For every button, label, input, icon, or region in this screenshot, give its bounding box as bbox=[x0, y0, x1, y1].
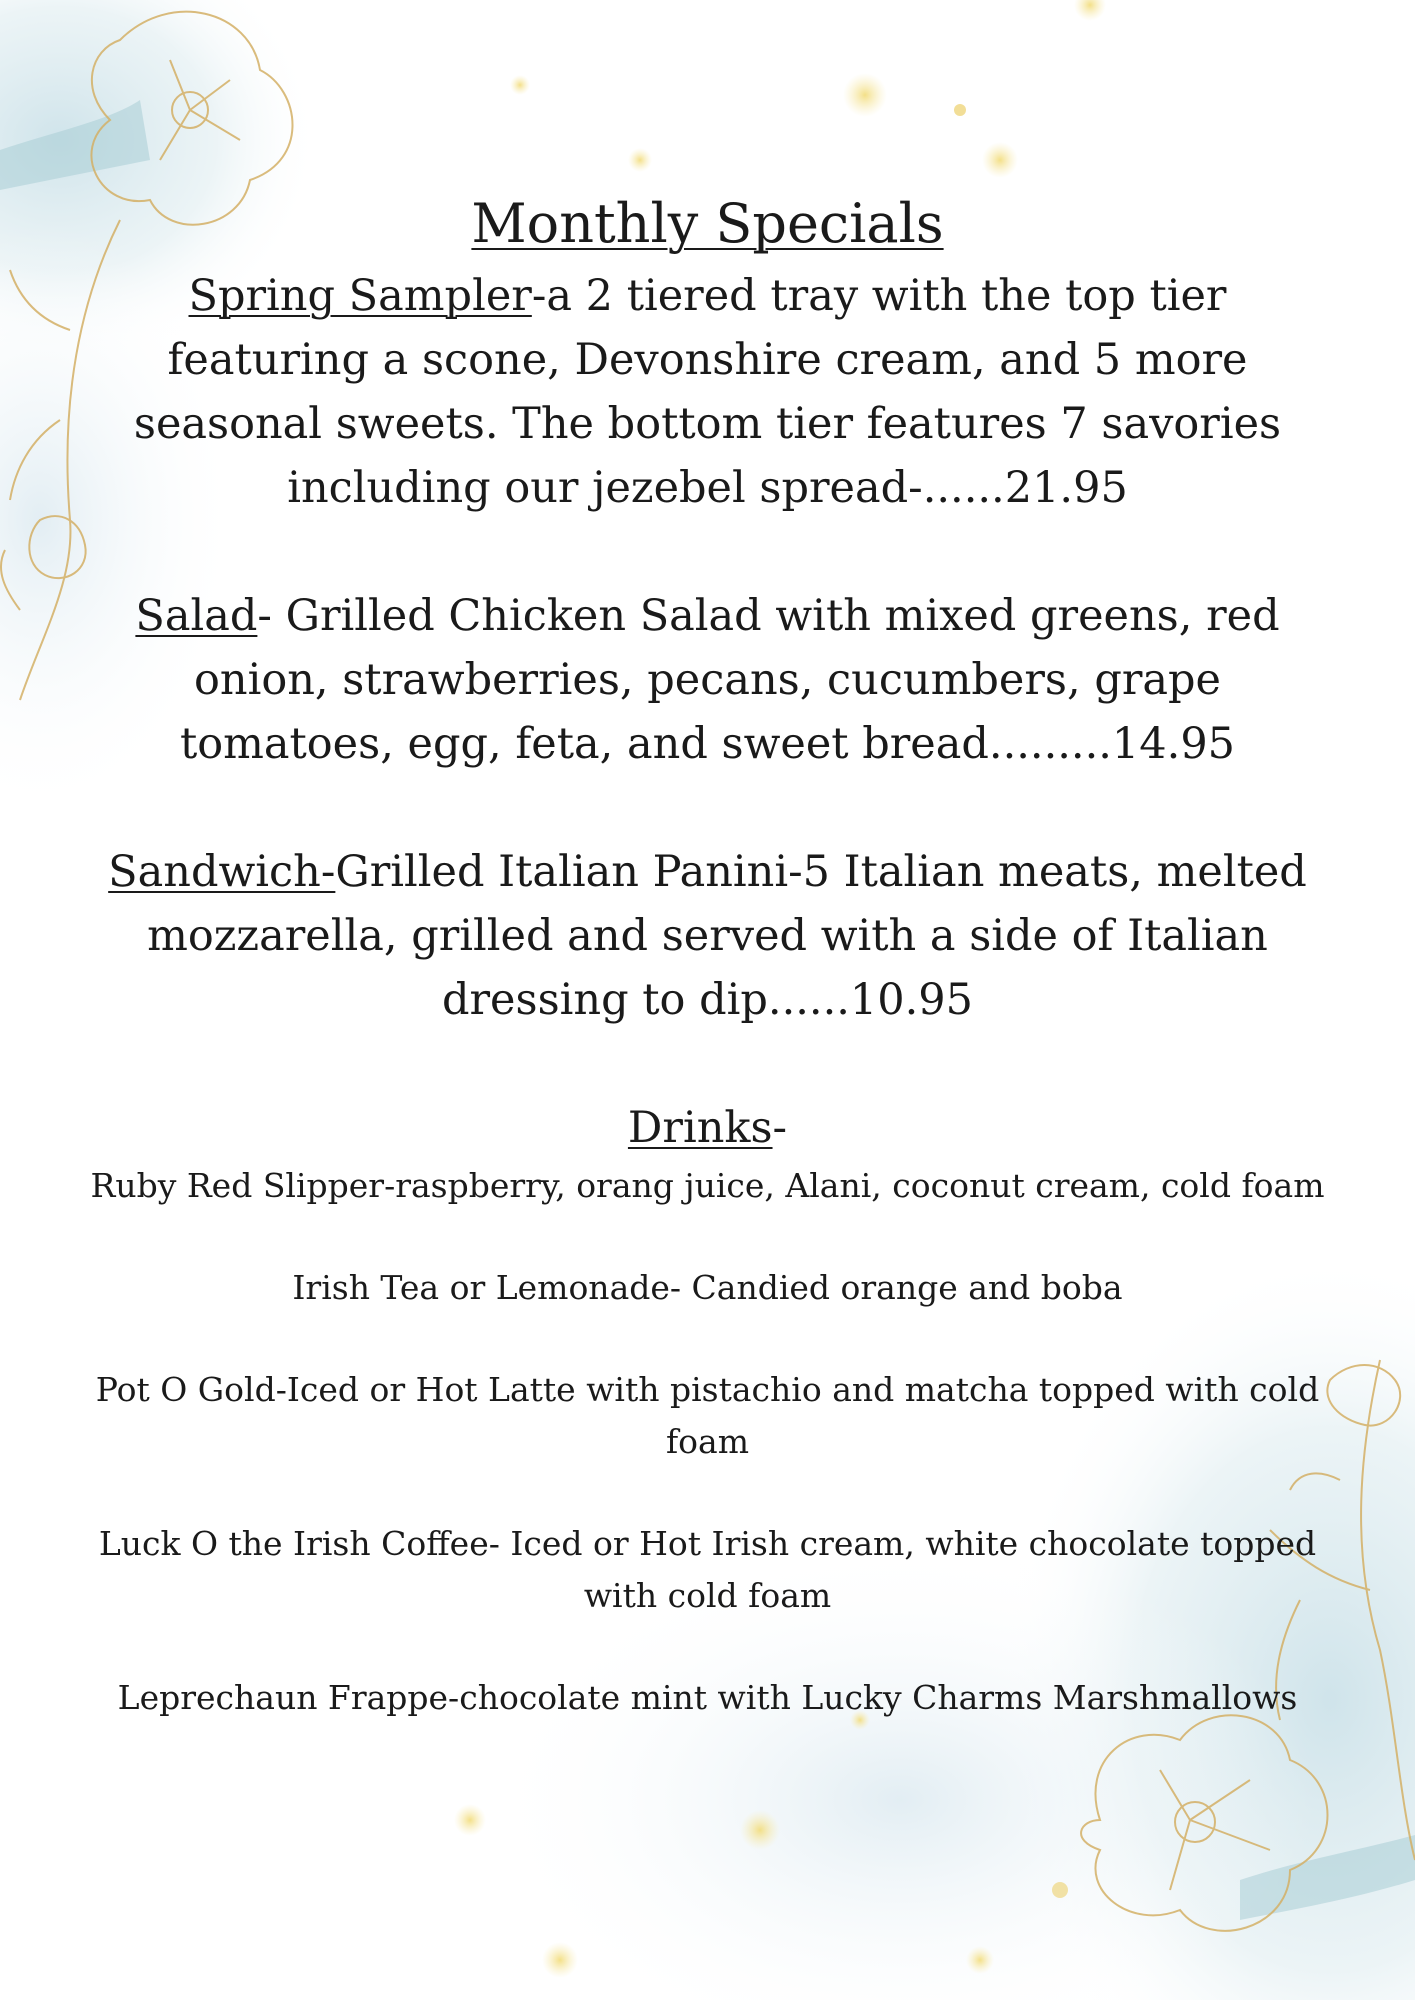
special-label: Salad bbox=[135, 591, 258, 641]
drink-item: Irish Tea or Lemonade- Candied orange and boba bbox=[292, 1268, 1123, 1307]
page-title bbox=[70, 190, 1345, 258]
drink-item: Ruby Red Slipper-raspberry, orang juice, Alani, coconut cream, cold foam bbox=[90, 1166, 1325, 1205]
special-salad bbox=[70, 584, 1345, 776]
drink-item: Pot O Gold-Iced or Hot Latte with pistachio and matcha topped with cold foam bbox=[95, 1370, 1320, 1461]
page-title-text: Monthly Specials bbox=[471, 192, 944, 255]
special-label: Spring Sampler bbox=[188, 271, 532, 321]
special-description: Grilled Italian Panini-5 Italian meats, melted mozzarella, grilled and served with a side of Italian dressing to dip......10.95 bbox=[147, 847, 1307, 1025]
special-spring-sampler bbox=[70, 264, 1345, 520]
drinks-suffix: - bbox=[772, 1103, 788, 1153]
drinks-label: Drinks bbox=[627, 1103, 773, 1153]
special-sandwich bbox=[70, 840, 1345, 1032]
drinks-heading bbox=[70, 1096, 1345, 1160]
special-description: - Grilled Chicken Salad with mixed greens, red onion, strawberries, pecans, cucumbers, grape tomatoes, egg, feta, and sweet bread.........14.95 bbox=[179, 591, 1280, 769]
drink-item: Leprechaun Frappe-chocolate mint with Lucky Charms Marshmallows bbox=[117, 1678, 1298, 1717]
special-description: -a 2 tiered tray with the top tier featuring a scone, Devonshire cream, and 5 more seasonal sweets. The bottom tier features 7 savories including our jezebel spread-......21.95 bbox=[133, 271, 1282, 513]
drink-item: Luck O the Irish Coffee- Iced or Hot Irish cream, white chocolate topped with cold foam bbox=[98, 1524, 1317, 1615]
menu-content bbox=[70, 190, 1345, 1724]
special-label: Sandwich- bbox=[108, 847, 336, 897]
